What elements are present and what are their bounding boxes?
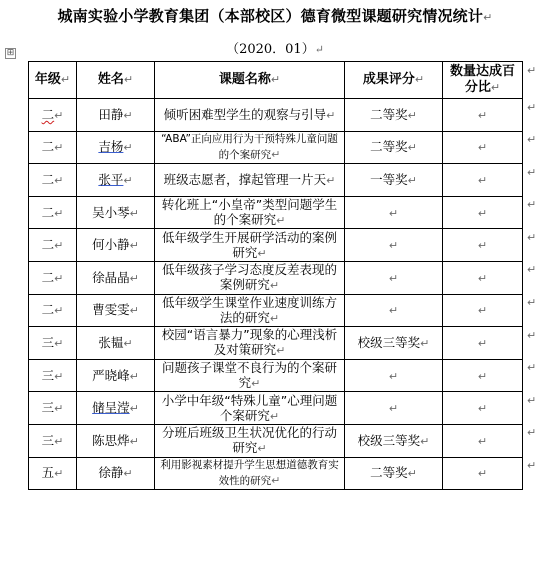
cell-name-text: 张韫 [98, 334, 124, 350]
cell-score-text: 一等奖 [370, 171, 408, 187]
cell-topic[interactable] [155, 229, 345, 262]
cell-grade-text: 三 [41, 367, 55, 383]
cell-grade[interactable] [29, 131, 77, 164]
cell-name[interactable] [77, 359, 155, 392]
table-row [29, 99, 523, 132]
cell-topic-text: “ABA”正向应用行为干预特殊儿童问题的个案研究 [161, 132, 338, 161]
paragraph-mark: ↵ [269, 279, 280, 293]
cell-percent[interactable] [443, 294, 523, 327]
paragraph-mark: ↵ [54, 173, 64, 187]
cell-percent[interactable] [443, 229, 523, 262]
paragraph-mark: ↵ [276, 214, 286, 228]
cell-grade[interactable] [29, 229, 77, 262]
paragraph-mark: ↵ [54, 402, 64, 416]
cell-score[interactable] [345, 359, 443, 392]
cell-score[interactable] [345, 294, 443, 327]
document-date-text: （2020．01） [226, 42, 315, 57]
cell-name-text: 何小静 [92, 237, 130, 253]
table-row [29, 392, 523, 425]
cell-score[interactable] [345, 392, 443, 425]
cell-name-text: 张平 [98, 171, 124, 187]
cell-percent[interactable] [443, 99, 523, 132]
cell-topic[interactable] [155, 392, 345, 425]
paragraph-mark: ↵ [129, 402, 139, 416]
paragraph-mark: ↵ [477, 173, 488, 187]
table-row [29, 359, 523, 392]
header-topic: 课题名称↵ [155, 62, 345, 99]
cell-name[interactable] [77, 164, 155, 197]
header-percent: 数量达成百分比↵ [443, 62, 523, 99]
cell-topic[interactable] [155, 131, 345, 164]
paragraph-mark: ↵ [477, 304, 488, 318]
cell-topic-text: 班级志愿者，撑起管理一片天 [163, 171, 327, 187]
cell-score-text: 二等奖 [370, 465, 408, 481]
paragraph-mark: ↵ [271, 147, 281, 161]
cell-score[interactable] [345, 229, 443, 262]
table-row [29, 229, 523, 262]
paragraph-mark: ↵ [54, 239, 64, 253]
row-end-mark: ↵ [527, 230, 537, 244]
row-end-mark: ↵ [527, 459, 537, 473]
cell-name-text: 严晓峰 [92, 367, 130, 383]
row-end-mark: ↵ [527, 361, 537, 375]
paragraph-mark: ↵ [407, 173, 417, 187]
cell-topic-text: 低年级孩子学习态度反差表现的案例研究 [161, 262, 337, 293]
cell-percent[interactable] [443, 164, 523, 197]
cell-percent[interactable] [443, 424, 523, 457]
paragraph-mark: ↵ [54, 434, 64, 448]
cell-topic[interactable] [155, 359, 345, 392]
cell-topic[interactable] [155, 196, 345, 229]
paragraph-mark: ↵ [123, 141, 133, 155]
paragraph-mark: ↵ [129, 271, 139, 285]
cell-score-text: 二等奖 [370, 139, 408, 155]
cell-percent[interactable] [443, 261, 523, 294]
cell-grade-text: 三 [41, 432, 55, 448]
paragraph-mark: ↵ [129, 369, 139, 383]
cell-grade[interactable] [29, 457, 77, 490]
paragraph-mark: ↵ [483, 11, 493, 24]
cell-name[interactable] [77, 457, 155, 490]
cell-topic[interactable] [155, 457, 345, 490]
cell-topic-text: 低年级学生课堂作业速度训练方法的研究 [161, 294, 337, 325]
cell-name-text: 陈思烨 [92, 432, 130, 448]
cell-topic[interactable] [155, 424, 345, 457]
paragraph-mark: ↵ [477, 369, 488, 383]
cell-score-text: 校级三等奖 [357, 432, 421, 448]
cell-topic-text: 转化班上“小皇帝”类型问题学生的个案研究 [161, 197, 338, 228]
row-end-mark: ↵ [527, 426, 537, 440]
cell-name[interactable] [77, 261, 155, 294]
row-end-mark: ↵ [527, 296, 537, 310]
cell-topic[interactable] [155, 164, 345, 197]
paragraph-mark: ↵ [388, 239, 399, 253]
cell-percent[interactable] [443, 392, 523, 425]
cell-name[interactable] [77, 131, 155, 164]
paragraph-mark: ↵ [407, 108, 417, 122]
cell-grade[interactable] [29, 392, 77, 425]
paragraph-mark: ↵ [477, 206, 488, 220]
paragraph-mark: ↵ [388, 206, 399, 220]
paragraph-mark: ↵ [54, 206, 64, 220]
paragraph-mark: ↵ [477, 108, 488, 122]
paragraph-mark: ↵ [420, 336, 430, 350]
paragraph-mark: ↵ [123, 173, 133, 187]
cell-name-text: 吴小琴 [92, 204, 130, 220]
cell-name[interactable] [77, 196, 155, 229]
document-date [0, 38, 550, 57]
row-end-mark: ↵ [527, 100, 537, 114]
cell-grade-text: 五 [41, 465, 55, 481]
cell-score[interactable] [345, 164, 443, 197]
cell-score[interactable] [345, 196, 443, 229]
cell-score-text: 校级三等奖 [357, 334, 421, 350]
paragraph-mark: ↵ [388, 304, 399, 318]
research-table [28, 61, 523, 490]
paragraph-mark: ↵ [477, 402, 488, 416]
cell-topic-text: 校园“语言暴力”现象的心理浅析及对策研究 [161, 327, 338, 358]
table-row [29, 457, 523, 490]
row-end-mark: ↵ [527, 328, 537, 342]
paragraph-mark: ↵ [314, 43, 324, 56]
cell-grade-text: 二 [41, 237, 55, 253]
paragraph-mark: ↵ [54, 467, 64, 481]
table-row [29, 261, 523, 294]
table-row [29, 327, 523, 360]
paragraph-mark: ↵ [388, 271, 399, 285]
cell-score[interactable] [345, 131, 443, 164]
cell-name-text: 曹雯雯 [92, 302, 130, 318]
cell-topic[interactable] [155, 294, 345, 327]
cell-score[interactable] [345, 457, 443, 490]
paragraph-mark: ↵ [123, 108, 133, 122]
table-move-handle-icon[interactable]: ⊞ [6, 48, 15, 58]
cell-grade-text: 二 [41, 204, 55, 220]
cell-grade-text: 二 [41, 171, 55, 187]
cell-name-text: 田静 [98, 106, 124, 122]
table-row [29, 294, 523, 327]
cell-name[interactable] [77, 424, 155, 457]
table-row [29, 424, 523, 457]
cell-topic[interactable] [155, 261, 345, 294]
row-end-mark: ↵ [527, 133, 537, 147]
paragraph-mark: ↵ [129, 206, 139, 220]
cell-grade[interactable] [29, 327, 77, 360]
cell-topic-text: 分班后班级卫生状况优化的行动研究 [161, 425, 337, 456]
table-row [29, 164, 523, 197]
table-header-row [29, 62, 523, 99]
paragraph-mark: ↵ [251, 377, 261, 391]
paragraph-mark: ↵ [269, 311, 280, 325]
row-end-mark: ↵ [527, 263, 537, 277]
cell-topic-text: 倾听困难型学生的观察与引导 [163, 106, 327, 122]
cell-grade[interactable] [29, 99, 77, 132]
cell-grade[interactable] [29, 424, 77, 457]
paragraph-mark: ↵ [54, 304, 64, 318]
cell-name[interactable] [77, 327, 155, 360]
paragraph-mark: ↵ [477, 336, 488, 350]
cell-percent[interactable] [443, 196, 523, 229]
cell-score-text: 二等奖 [370, 106, 408, 122]
paragraph-mark: ↵ [54, 369, 64, 383]
cell-name-text: 吉杨 [98, 139, 124, 155]
cell-score[interactable] [345, 261, 443, 294]
paragraph-mark: ↵ [123, 336, 133, 350]
cell-name-text: 徐晶晶 [92, 269, 130, 285]
cell-grade[interactable] [29, 196, 77, 229]
cell-name[interactable] [77, 294, 155, 327]
paragraph-mark: ↵ [276, 344, 286, 358]
paragraph-mark: ↵ [477, 467, 488, 481]
row-end-mark: ↵ [527, 198, 537, 212]
row-end-mark: ↵ [527, 393, 537, 407]
cell-topic-text: 问题孩子课堂不良行为的个案研究 [161, 360, 337, 391]
paragraph-mark: ↵ [129, 239, 139, 253]
cell-grade-text: 二 [41, 106, 55, 122]
cell-name[interactable] [77, 99, 155, 132]
paragraph-mark: ↵ [129, 434, 139, 448]
cell-grade[interactable] [29, 294, 77, 327]
cell-percent[interactable] [443, 457, 523, 490]
paragraph-mark: ↵ [271, 473, 281, 487]
paragraph-mark: ↵ [477, 141, 488, 155]
cell-percent[interactable] [443, 131, 523, 164]
cell-score[interactable] [345, 424, 443, 457]
paragraph-mark: ↵ [269, 409, 280, 423]
paragraph-mark: ↵ [54, 141, 64, 155]
paragraph-mark: ↵ [326, 108, 336, 122]
cell-name-text: 储呈滢 [92, 400, 130, 416]
cell-grade[interactable] [29, 164, 77, 197]
paragraph-mark: ↵ [257, 246, 267, 260]
document-title [0, 5, 550, 26]
paragraph-mark: ↵ [477, 434, 488, 448]
paragraph-mark: ↵ [54, 108, 64, 122]
header-name: 姓名↵ [77, 62, 155, 99]
cell-score[interactable] [345, 327, 443, 360]
paragraph-mark: ↵ [54, 336, 64, 350]
paragraph-mark: ↵ [477, 239, 488, 253]
paragraph-mark: ↵ [326, 173, 336, 187]
table-row [29, 196, 523, 229]
paragraph-mark: ↵ [54, 271, 64, 285]
paragraph-mark: ↵ [129, 304, 139, 318]
paragraph-mark: ↵ [388, 369, 399, 383]
header-grade: 年级↵ [29, 62, 77, 99]
cell-grade-text: 二 [41, 302, 55, 318]
document-title-text: 城南实验小学教育集团（本部校区）德育微型课题研究情况统计 [57, 7, 484, 25]
row-end-mark: ↵ [527, 165, 537, 179]
cell-grade-text: 三 [41, 334, 55, 350]
cell-topic[interactable] [155, 99, 345, 132]
paragraph-mark: ↵ [420, 434, 430, 448]
cell-grade-text: 二 [41, 269, 55, 285]
cell-grade[interactable] [29, 261, 77, 294]
paragraph-mark: ↵ [407, 141, 417, 155]
cell-percent[interactable] [443, 359, 523, 392]
cell-topic[interactable] [155, 327, 345, 360]
paragraph-mark: ↵ [477, 271, 488, 285]
cell-percent[interactable] [443, 327, 523, 360]
cell-score[interactable] [345, 99, 443, 132]
paragraph-mark: ↵ [388, 402, 399, 416]
header-score: 成果评分↵ [345, 62, 443, 99]
table-row [29, 131, 523, 164]
cell-topic-text: 小学中年级“特殊儿童”心理问题个案研究 [161, 392, 338, 423]
row-end-mark: ↵ [527, 63, 537, 77]
cell-name-text: 徐静 [98, 465, 124, 481]
paragraph-mark: ↵ [407, 467, 417, 481]
cell-name[interactable] [77, 392, 155, 425]
cell-grade[interactable] [29, 359, 77, 392]
paragraph-mark: ↵ [257, 442, 267, 456]
cell-name[interactable] [77, 229, 155, 262]
cell-grade-text: 二 [41, 139, 55, 155]
cell-topic-text: 低年级学生开展研学活动的案例研究 [161, 229, 337, 260]
cell-grade-text: 三 [41, 400, 55, 416]
paragraph-mark: ↵ [123, 467, 133, 481]
cell-topic-text: 利用影视素材提升学生思想道德教育实效性的研究 [160, 458, 339, 487]
